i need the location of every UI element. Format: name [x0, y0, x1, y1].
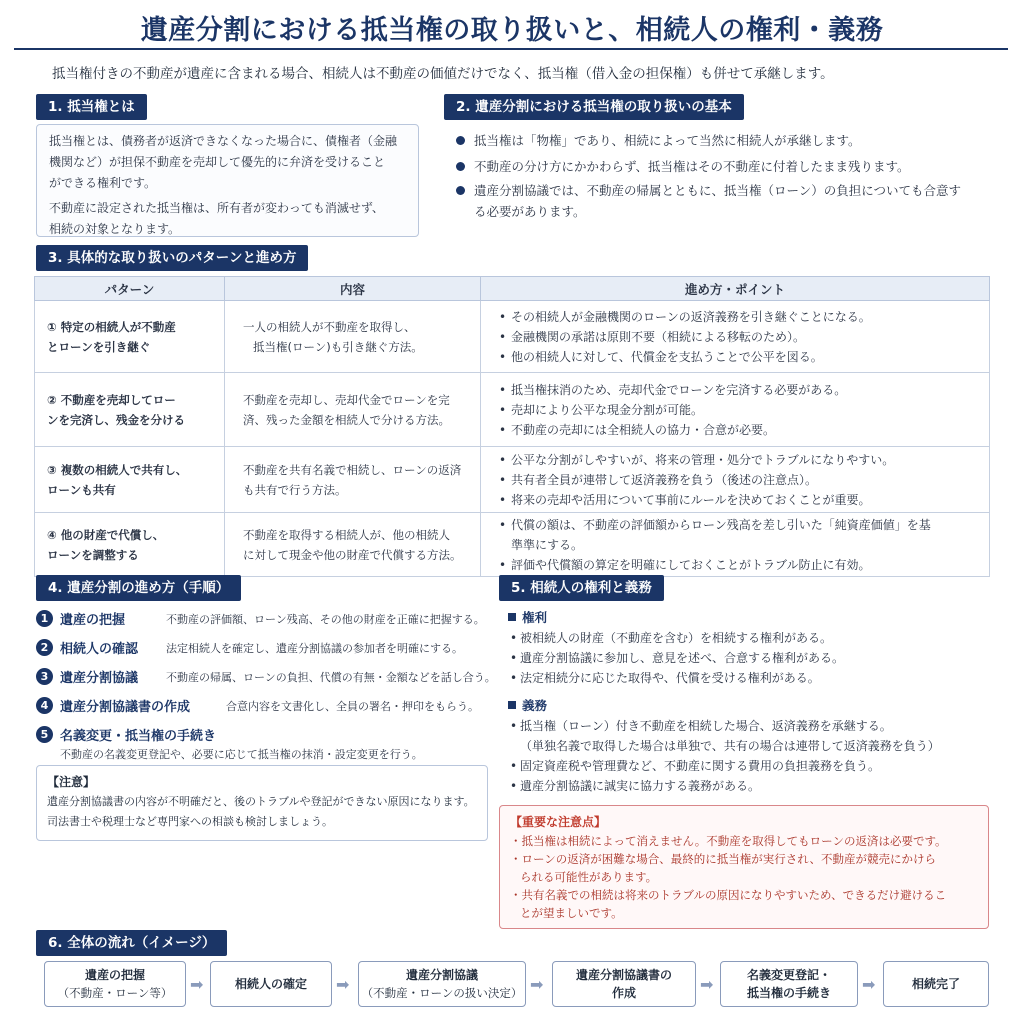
- col-header-pattern: パターン: [35, 277, 225, 301]
- step-name: 遺産分割協議書の作成: [60, 700, 191, 715]
- point-item: • 金融機関の承諾は原則不要（相続による移転のため）。: [499, 327, 979, 347]
- point-item: • 公平な分割がしやすいが、将来の管理・処分でトラブルになりやすい。: [499, 450, 979, 470]
- pattern-content: 抵当権(ローン)も引き継ぐ方法。: [253, 339, 423, 354]
- table-row: [35, 447, 990, 513]
- bullet-dot-icon: [456, 186, 465, 195]
- flow-step-sub: （不動産・ローン等）: [57, 986, 173, 1000]
- step-number-icon: 2: [36, 639, 53, 656]
- point-item: • 代償の額は、不動産の評価額からローン残高を差し引いた「純資産価値」を基: [499, 515, 979, 535]
- table-header-row: [35, 277, 990, 301]
- rights-title: 権利: [508, 608, 998, 628]
- pattern-content: 不動産を売却し、売却代金でローンを完: [243, 392, 450, 407]
- flow-step: [210, 961, 332, 1007]
- step-name: 名義変更・抵当権の手続き: [60, 729, 217, 744]
- sec2-bullet-text: 遺産分割協議では、不動産の帰属とともに、抵当権（ローン）の負担についても合意す: [474, 183, 962, 198]
- duties-item: • 遺産分割協議に誠実に協力する義務がある。: [508, 776, 998, 796]
- step-desc: 不動産の帰属、ローンの負担、代償の有無・金額などを話し合う。: [166, 671, 496, 684]
- warning-text: ・共有名義での相続は将来のトラブルの原因になりやすいため、できるだけ避けるこ: [510, 888, 947, 902]
- duties-title: 義務: [508, 696, 998, 716]
- square-bullet-icon: [508, 701, 516, 709]
- step-item: [36, 668, 496, 697]
- sec1-line: 不動産に設定された抵当権は、所有者が変わっても消滅せず、: [49, 201, 384, 215]
- step-desc: 法定相続人を確定し、遺産分割協議の参加者を明確にする。: [166, 642, 463, 655]
- flow-step-sub: （不動産・ローンの扱い決定）: [361, 986, 523, 1000]
- sec1-line: ができる権利です。: [49, 176, 157, 190]
- step-item: [36, 697, 496, 726]
- important-warning-box: [499, 805, 989, 929]
- point-item: • その相続人が金融機関のローンの返済義務を引き継ぐことになる。: [499, 307, 979, 327]
- arrow-right-icon: ➡: [190, 975, 204, 994]
- section1-box: [36, 124, 419, 237]
- rights-item: • 法定相続分に応じた取得や、代償を受ける権利がある。: [508, 668, 998, 688]
- flow-step-label: 抵当権の手続き: [746, 986, 831, 1000]
- pattern-name: ① 特定の相続人が不動産: [47, 319, 176, 334]
- sec1-line: 抵当権とは、債務者が返済できなくなった場合に、債権者（金融: [49, 134, 398, 148]
- step-number-icon: 4: [36, 697, 53, 714]
- warning-text: とが望ましいです。: [520, 906, 623, 920]
- bullet-dot-icon: [456, 136, 465, 145]
- step-number-icon: 5: [36, 726, 53, 743]
- step-number-icon: 3: [36, 668, 53, 685]
- caution-text: 遺産分割協議書の内容が不明確だと、後のトラブルや登記ができない原因になります。: [47, 795, 475, 808]
- pattern-name: ④ 他の財産で代償し、: [47, 527, 165, 542]
- rights-item: • 遺産分割協議に参加し、意見を述べ、合意する権利がある。: [508, 648, 998, 668]
- pattern-content: 不動産を共有名義で相続し、ローンの返済: [243, 462, 462, 477]
- flow-step-label: 相続完了: [911, 977, 960, 991]
- caution-title: 【注意】: [47, 775, 96, 789]
- caution-text: 司法書士や税理士など専門家への相談も検討しましょう。: [47, 815, 333, 828]
- pattern-name: ② 不動産を売却してロー: [47, 392, 176, 407]
- flow-step: [552, 961, 696, 1007]
- rights-duties: [508, 608, 998, 796]
- rights-item: • 被相続人の財産（不動産を含む）を相続する権利がある。: [508, 628, 998, 648]
- step-name: 遺産の把握: [60, 613, 126, 628]
- step-number-icon: 1: [36, 610, 53, 627]
- table-row: [35, 513, 990, 577]
- section2-heading: 2. 遺産分割における抵当権の取り扱いの基本: [444, 94, 744, 120]
- table-row: [35, 373, 990, 447]
- pattern-name: とローンを引き継ぐ: [47, 339, 151, 354]
- warning-title: 【重要な注意点】: [510, 815, 607, 829]
- pattern-content: 済、残った金額を相続人で分ける方法。: [243, 412, 450, 427]
- step-name: 遺産分割協議: [60, 671, 139, 686]
- flow-step-label: 相続人の確定: [234, 977, 307, 991]
- flow-step: [720, 961, 858, 1007]
- flow-step: [358, 961, 526, 1007]
- flow-step: [883, 961, 989, 1007]
- flow-step-label: 遺産分割協議: [405, 968, 478, 982]
- arrow-right-icon: ➡: [700, 975, 714, 994]
- sec2-bullet-text: 抵当権は「物権」であり、相続によって当然に相続人が承継します。: [474, 133, 861, 148]
- section1-heading: 1. 抵当権とは: [36, 94, 147, 120]
- section6-heading: 6. 全体の流れ（イメージ）: [36, 930, 227, 956]
- step-desc: 不動産の評価額、ローン残高、その他の財産を正確に把握する。: [166, 613, 485, 626]
- arrow-right-icon: ➡: [862, 975, 876, 994]
- point-item: • 売却により公平な現金分割が可能。: [499, 400, 979, 420]
- pattern-content: 不動産を取得する相続人が、他の相続人: [243, 527, 450, 542]
- warning-text: ・ローンの返済が困難な場合、最終的に抵当権が実行され、不動産が競売にかけら: [510, 852, 936, 866]
- duties-item: • 抵当権（ローン）付き不動産を相続した場合、返済義務を承継する。: [508, 716, 998, 736]
- square-bullet-icon: [508, 613, 516, 621]
- step-item: [36, 726, 496, 770]
- bullet-dot-icon: [456, 162, 465, 171]
- pattern-name: ンを完済し、残金を分ける: [47, 412, 185, 427]
- step-item: [36, 610, 496, 639]
- sec2-bullet: [456, 180, 996, 222]
- col-header-content: 内容: [225, 277, 481, 301]
- step-desc: 不動産の名義変更登記や、必要に応じて抵当権の抹消・設定変更を行う。: [60, 748, 423, 761]
- flow-step-label: 遺産分割協議書の: [575, 968, 672, 982]
- duties-item-cont: （単独名義で取得した場合は単独で、共有の場合は連帯して返済義務を負う）: [520, 739, 940, 753]
- pattern-content: に対して現金や他の財産で代償する方法。: [243, 547, 462, 562]
- warning-text: ・抵当権は相続によって消えません。不動産を取得してもローンの返済は必要です。: [510, 834, 947, 848]
- point-item: • 共有者全員が連帯して返済義務を負う（後述の注意点）。: [499, 470, 979, 490]
- step-name: 相続人の確認: [60, 642, 139, 657]
- point-item: • 不動産の売却には全相続人の協力・合意が必要。: [499, 420, 979, 440]
- sec2-bullet: [456, 130, 996, 151]
- arrow-right-icon: ➡: [336, 975, 350, 994]
- sec2-bullet: [456, 156, 996, 177]
- pattern-table: [34, 276, 990, 577]
- pattern-name: ローンも共有: [47, 482, 116, 497]
- point-item: • 将来の売却や活用について事前にルールを決めておくことが重要。: [499, 490, 979, 510]
- sec1-line: 相続の対象となります。: [49, 222, 181, 236]
- pattern-content: も共有で行う方法。: [243, 482, 347, 497]
- flow-step: [44, 961, 186, 1007]
- table-row: [35, 301, 990, 373]
- section4-heading: 4. 遺産分割の進め方（手順）: [36, 575, 241, 601]
- step-desc: 合意内容を文書化し、全員の署名・押印をもらう。: [226, 700, 479, 713]
- intro-text: 抵当権付きの不動産が遺産に含まれる場合、相続人は不動産の価値だけでなく、抵当権（借入金の担保権）も併せて承継します。: [52, 66, 834, 82]
- title-divider: [14, 48, 1008, 50]
- section5-heading: 5. 相続人の権利と義務: [499, 575, 664, 601]
- procedure-steps: [36, 610, 496, 770]
- section3-heading: 3. 具体的な取り扱いのパターンと進め方: [36, 245, 308, 271]
- sec2-bullet-text: 不動産の分け方にかかわらず、抵当権はその不動産に付着したまま残ります。: [474, 159, 910, 174]
- page-title: 遺産分割における抵当権の取り扱いと、相続人の権利・義務: [140, 15, 884, 46]
- duties-item: • 固定資産税や管理費など、不動産に関する費用の負担義務を負う。: [508, 756, 998, 776]
- pattern-name: ③ 複数の相続人で共有し、: [47, 462, 188, 477]
- point-item: • 他の相続人に対して、代償金を支払うことで公平を図る。: [499, 347, 979, 367]
- pattern-content: 一人の相続人が不動産を取得し、: [243, 319, 416, 334]
- step-item: [36, 639, 496, 668]
- sec1-line: 機関など）が担保不動産を売却して優先的に弁済を受けること: [49, 155, 386, 169]
- point-item-cont: 準準にする。: [511, 537, 584, 552]
- arrow-right-icon: ➡: [530, 975, 544, 994]
- sec2-bullet-text: る必要があります。: [474, 204, 586, 219]
- col-header-points: 進め方・ポイント: [481, 277, 990, 301]
- caution-box: [36, 765, 488, 841]
- flow-step-label: 名義変更登記・: [746, 968, 831, 982]
- flow-step-label: 遺産の把握: [84, 968, 145, 982]
- warning-text: られる可能性があります。: [520, 870, 658, 884]
- point-item: • 評価や代償額の算定を明確にしておくことがトラブル防止に有効。: [499, 555, 979, 575]
- pattern-name: ローンを調整する: [47, 547, 139, 562]
- flow-step-label: 作成: [611, 986, 636, 1000]
- point-item: • 抵当権抹消のため、売却代金でローンを完済する必要がある。: [499, 380, 979, 400]
